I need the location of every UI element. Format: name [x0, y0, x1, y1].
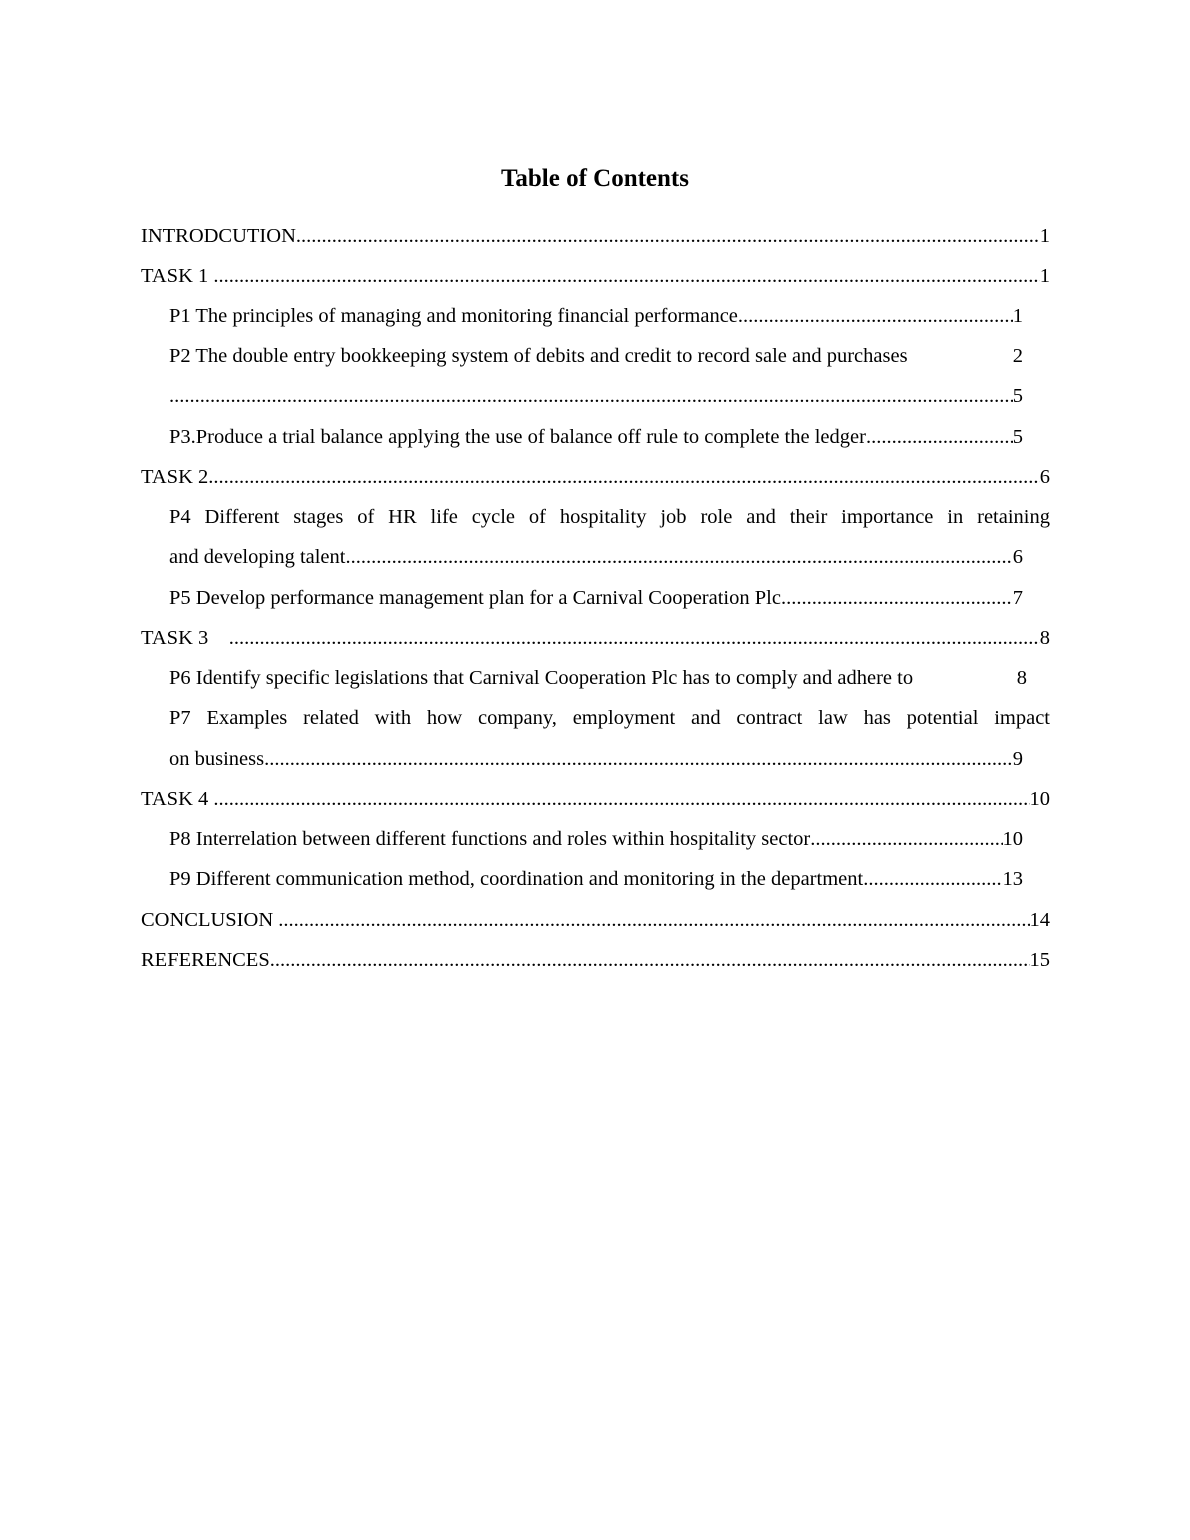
toc-entry-task-2[interactable]	[141, 457, 1050, 497]
toc-page-number: 15	[1029, 949, 1050, 971]
toc-page-number: 10	[1029, 788, 1050, 810]
toc-entry-text: P5 Develop performance management plan for a Carnival Cooperation Plc	[169, 587, 781, 609]
toc-leader-dots	[866, 417, 1013, 457]
toc-leader-dots	[863, 859, 1002, 899]
toc-entry-text: P3.Produce a trial balance applying the use of balance off rule to complete the ledger	[169, 426, 866, 448]
toc-leader-dots	[169, 376, 1013, 416]
toc-entry-conclusion[interactable]	[141, 900, 1050, 940]
toc-entry-text: P6 Identify specific legislations that Carnival Cooperation Plc has to comply and adhere to	[169, 667, 914, 689]
page-title: Table of Contents	[501, 165, 689, 192]
toc-entry-text: INTRODCUTION	[141, 225, 296, 247]
toc-leader-dots	[278, 900, 1029, 940]
toc-entry-text: and developing talent	[169, 546, 346, 568]
toc-entry-text: P8 Interrelation between different functions and roles within hospitality sector	[169, 828, 811, 850]
toc-entry-p6[interactable]	[169, 658, 1027, 698]
toc-leader-dots	[781, 578, 1013, 618]
toc-leader-dots	[270, 940, 1030, 980]
toc-page-number: 1	[1039, 225, 1050, 247]
toc-entry-p5[interactable]	[169, 578, 1023, 618]
toc-entry-p9[interactable]	[169, 859, 1023, 899]
toc-page-number: 13	[1002, 868, 1023, 890]
toc-entry-p4-continuation[interactable]	[169, 537, 1023, 577]
toc-entry-task-3[interactable]	[141, 618, 1050, 658]
toc-entry-p3[interactable]	[169, 417, 1023, 457]
toc-entry-p7-continuation[interactable]	[169, 739, 1023, 779]
toc-entry-task-4[interactable]	[141, 779, 1050, 819]
toc-leader-dots	[810, 819, 1002, 859]
toc-entry-introduction[interactable]	[141, 216, 1050, 256]
toc-entry-p2-continuation[interactable]	[169, 376, 1023, 416]
toc-leader-dots	[264, 739, 1013, 779]
toc-entry-text: TASK 1	[141, 265, 214, 287]
toc-entry-p4[interactable]: P4 Different stages of HR life cycle of hospitality job role and their importance in retaining	[169, 506, 1050, 528]
toc-leader-dots	[345, 537, 1012, 577]
toc-entry-text: P1 The principles of managing and monitoring financial performance	[169, 305, 738, 327]
toc-entry-text: TASK 3	[141, 627, 229, 649]
toc-entry-text: P9 Different communication method, coordination and monitoring in the department	[169, 868, 864, 890]
toc-leader-dots	[229, 618, 1040, 658]
toc-page-number: 14	[1029, 909, 1050, 931]
toc-entry-p7[interactable]: P7 Examples related with how company, employment and contract law has potential impact	[169, 707, 1050, 729]
toc-page-number: 8	[1016, 667, 1027, 689]
toc-leader-dots	[738, 296, 1013, 336]
toc-entry-text: on business	[169, 748, 265, 770]
toc-entry-p1[interactable]	[169, 296, 1023, 336]
toc-leader-dots	[296, 216, 1040, 256]
toc-page-number: 10	[1002, 828, 1023, 850]
toc-entry-text: CONCLUSION	[141, 909, 279, 931]
toc-leader-dots	[213, 779, 1029, 819]
toc-page-number: 6	[1012, 546, 1023, 568]
toc-page-number: 5	[1012, 426, 1023, 448]
toc-entry-references[interactable]	[141, 940, 1050, 980]
toc-page-number: 1	[1039, 265, 1050, 287]
toc-page-number: 5	[1012, 385, 1023, 407]
toc-page-number: 8	[1039, 627, 1050, 649]
toc-page-number: 7	[1012, 587, 1023, 609]
toc-page-number: 6	[1039, 466, 1050, 488]
toc-entry-p8[interactable]	[169, 819, 1023, 859]
toc-entry-text: P2 The double entry bookkeeping system of debits and credit to record sale and purchases	[169, 345, 908, 367]
toc-page-number: 2	[1012, 345, 1023, 367]
toc-entry-task-1[interactable]	[141, 256, 1050, 296]
toc-entry-text: TASK 2	[141, 466, 209, 488]
toc-page-number: 9	[1012, 748, 1023, 770]
toc-page-number: 1	[1012, 305, 1023, 327]
toc-entry-text: TASK 4	[141, 788, 214, 810]
toc-leader-dots	[208, 457, 1039, 497]
toc-leader-dots	[213, 256, 1039, 296]
toc-entry-p2[interactable]	[169, 336, 1023, 376]
toc-entry-text: REFERENCES	[141, 949, 270, 971]
